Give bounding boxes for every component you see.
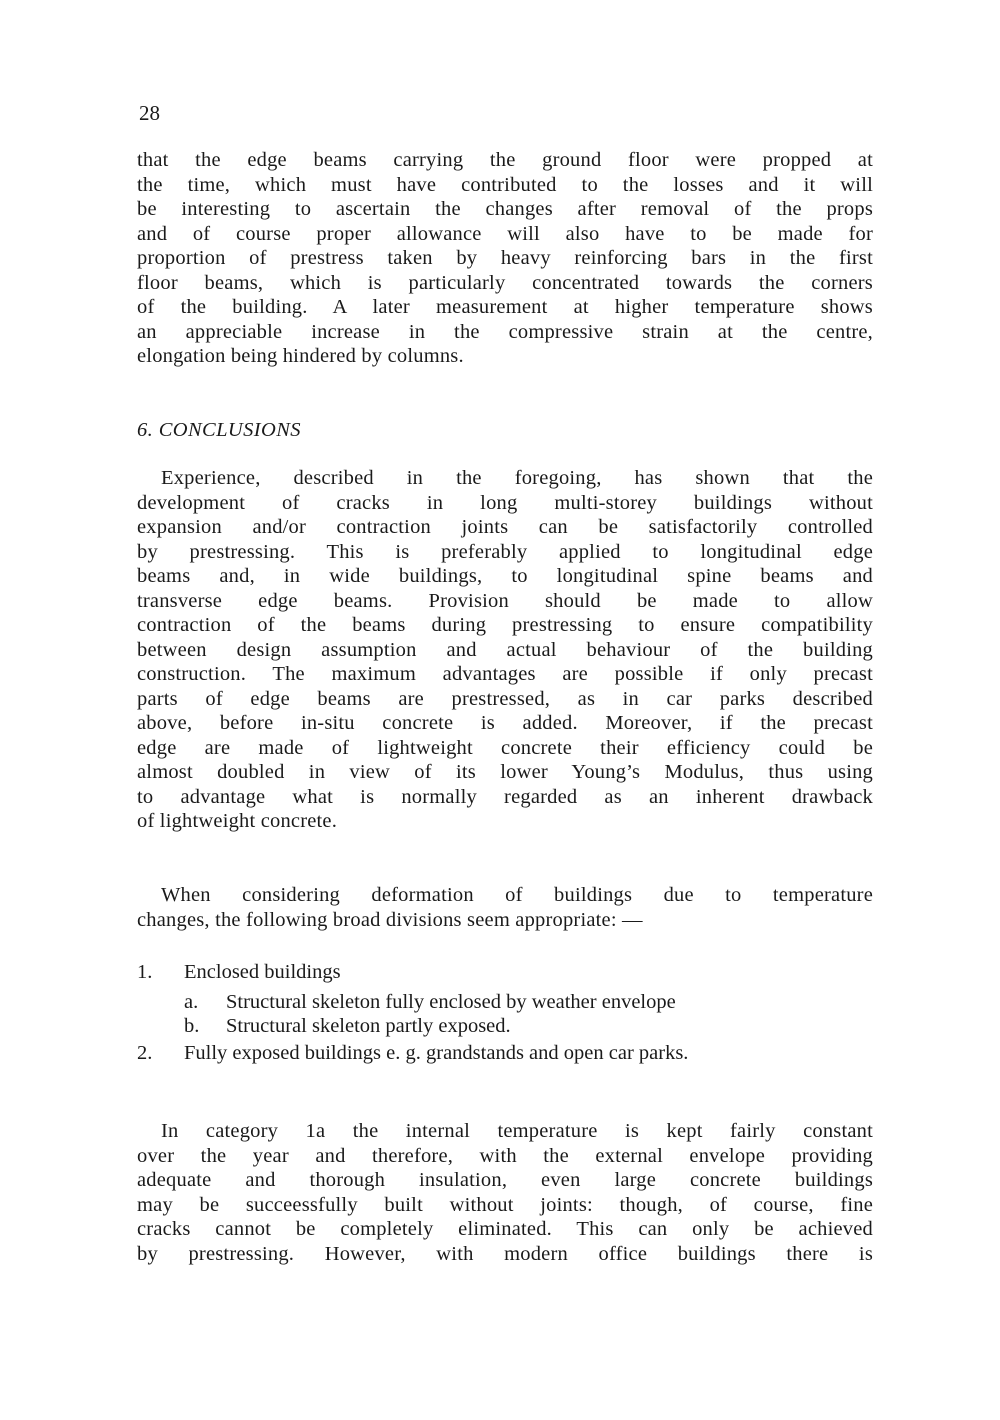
list-item — [137, 960, 341, 984]
text-line: by prestressing. This is preferably applied to longitudinal edge — [137, 540, 873, 563]
text-line: of the building. A later measurement at higher temperature shows — [137, 296, 873, 318]
list-item-text: Structural skeleton partly exposed. — [226, 1015, 511, 1037]
text-line: elongation being hindered by columns. — [137, 345, 464, 367]
list-item-number: 1. — [137, 961, 153, 983]
text-line: almost doubled in view of its lower Young’s Modulus, thus using — [137, 761, 873, 783]
text-line: adequate and thorough insulation, even large concrete buildings — [137, 1169, 873, 1191]
list-item-number: 2. — [137, 1042, 153, 1064]
text-line: construction. The maximum advantages are possible if only precast — [137, 663, 873, 685]
paragraph-continued — [137, 148, 873, 369]
text-line: by prestressing. However, with modern office buildings there is — [137, 1242, 873, 1265]
text-line: proportion of prestress taken by heavy reinforcing bars in the first — [137, 247, 873, 269]
text-line: between design assumption and actual behaviour of the building — [137, 638, 873, 661]
text-line: over the year and therefore, with the external envelope providing — [137, 1144, 873, 1167]
section-heading: 6. CONCLUSIONS — [137, 419, 301, 441]
text-line: When considering deformation of buildings due to temperature — [161, 884, 873, 906]
text-line: beams and, in wide buildings, to longitudinal spine beams and — [137, 565, 873, 587]
text-line: the time, which must have contributed to the losses and it will — [137, 173, 873, 196]
text-line: contraction of the beams during prestressing to ensure compatibility — [137, 614, 873, 636]
list-item-text: Fully exposed buildings e. g. grandstands and open car parks. — [184, 1042, 689, 1064]
list-subitem — [184, 1014, 511, 1038]
text-line: to advantage what is normally regarded as an inherent drawback — [137, 785, 873, 808]
text-line: parts of edge beams are prestressed, as in car parks described — [137, 687, 873, 710]
text-line: above, before in-situ concrete is added. Moreover, if the precast — [137, 712, 873, 734]
text-line: edge are made of lightweight concrete their efficiency could be — [137, 736, 873, 759]
list-item-text: Enclosed buildings — [184, 961, 341, 983]
list-subitem — [184, 990, 676, 1014]
text-line: floor beams, which is particularly concentrated towards the corners — [137, 271, 873, 294]
text-line: development of cracks in long multi-storey buildings without — [137, 491, 873, 514]
paragraph-conclusions — [137, 466, 873, 834]
text-line: be interesting to ascertain the changes after removal of the props — [137, 198, 873, 220]
list-item — [137, 1041, 688, 1065]
list-item-letter: a. — [184, 991, 199, 1013]
text-line: cracks cannot be completely eliminated. This can only be achieved — [137, 1218, 873, 1240]
text-line: transverse edge beams. Provision should be made to allow — [137, 589, 873, 612]
text-line: that the edge beams carrying the ground floor were propped at — [137, 149, 873, 171]
text-line: and of course proper allowance will also have to be made for — [137, 222, 873, 245]
list-item-text: Structural skeleton fully enclosed by weather envelope — [226, 991, 676, 1013]
text-line: an appreciable increase in the compressive strain at the centre, — [137, 320, 873, 343]
text-line: In category 1a the internal temperature is kept fairly constant — [161, 1120, 873, 1142]
list-item-letter: b. — [184, 1015, 200, 1037]
paragraph-category — [137, 1119, 873, 1266]
text-line: expansion and/or contraction joints can be satisfactorily controlled — [137, 516, 873, 538]
text-line: may be succeessfully built without joints: though, of course, fine — [137, 1193, 873, 1216]
text-line: changes, the following broad divisions seem appropriate: — — [137, 908, 643, 931]
page-number: 28 — [139, 101, 160, 125]
paragraph-divisions — [137, 883, 873, 932]
text-line: of lightweight concrete. — [137, 810, 338, 832]
text-line: Experience, described in the foregoing, has shown that the — [161, 467, 873, 489]
